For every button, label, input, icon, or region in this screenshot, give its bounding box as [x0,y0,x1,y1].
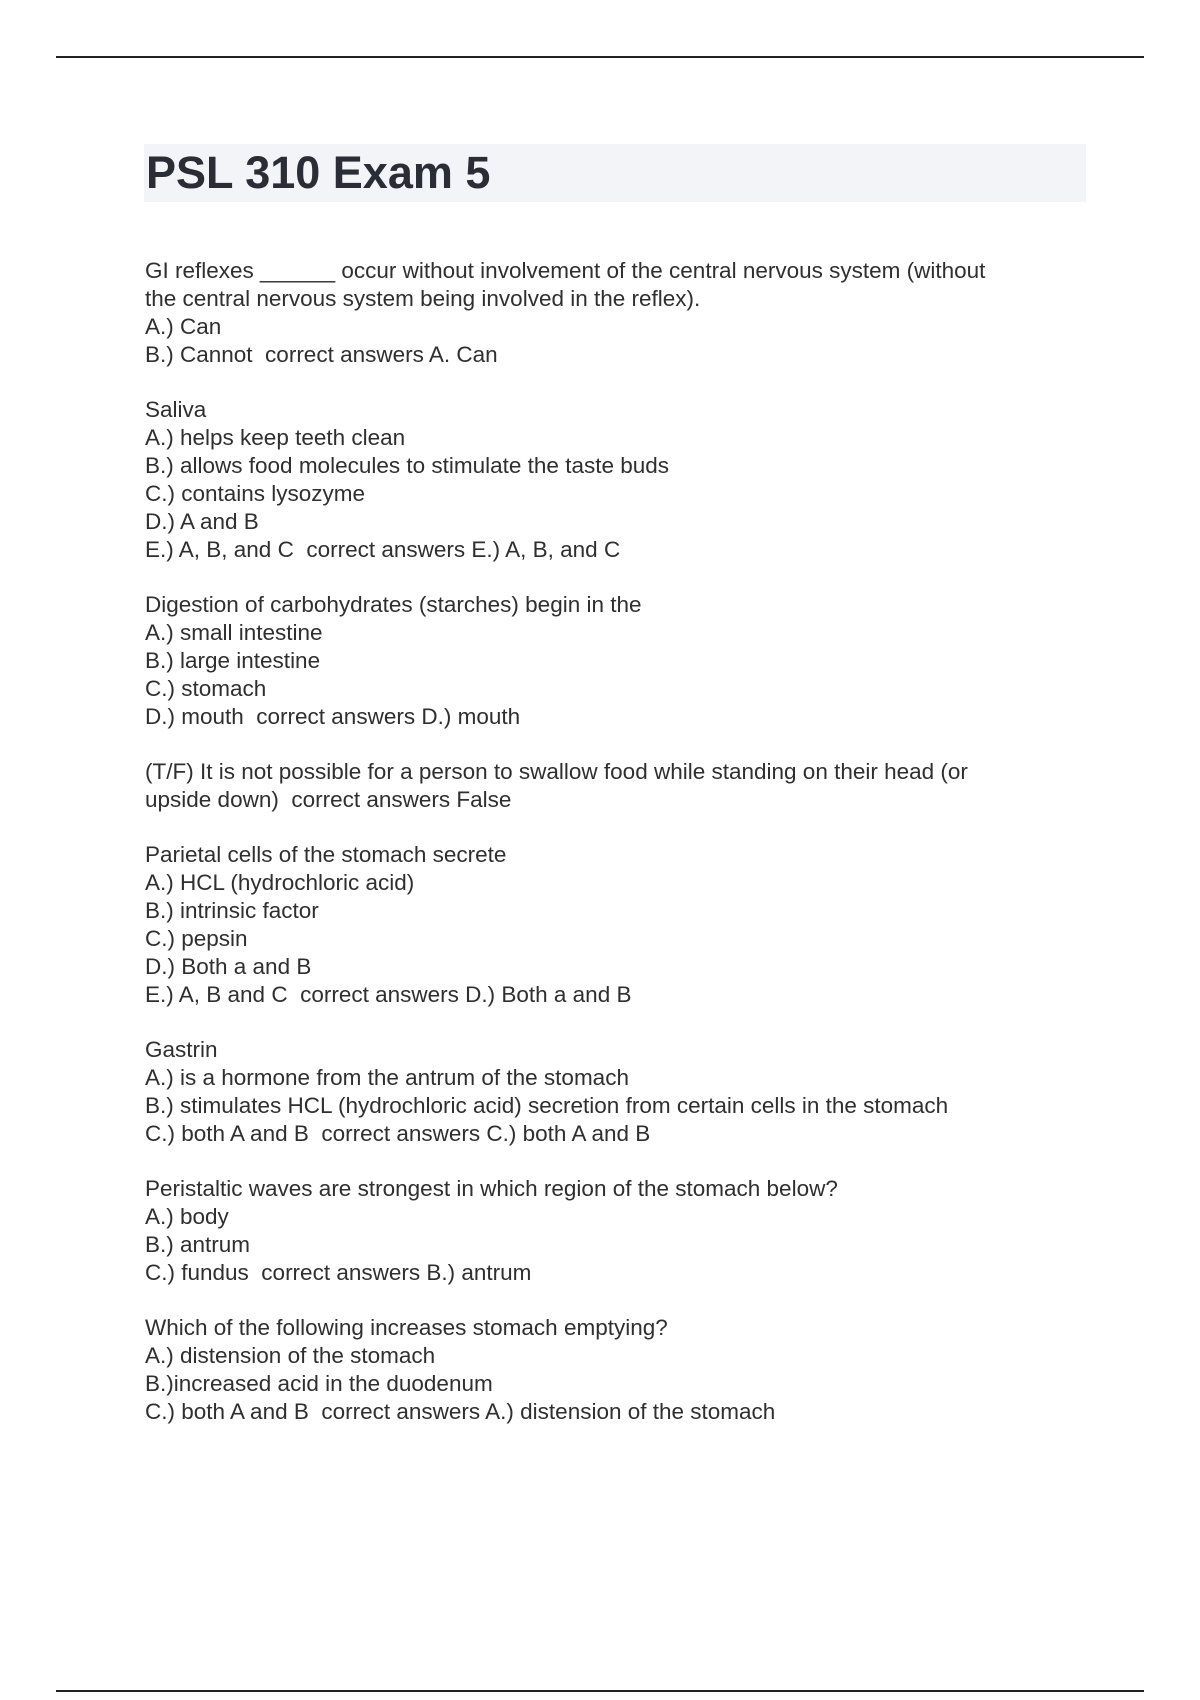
answer-option: C.) both A and B correct answers C.) both A and B [145,1121,651,1146]
question-line: upside down) correct answers False [145,787,512,812]
answer-option: B.) intrinsic factor [145,898,319,923]
answer-option: A.) helps keep teeth clean [145,425,406,450]
question-block [145,396,1075,564]
question-block [145,1175,1075,1287]
question-block [145,257,1075,369]
answer-option: A.) distension of the stomach [145,1343,436,1368]
answer-option: B.) Cannot correct answers A. Can [145,342,498,367]
top-rule [56,56,1144,58]
answer-option: D.) A and B [145,509,259,534]
question-line: the central nervous system being involved in the reflex). [145,286,701,311]
question-block [145,591,1075,731]
question-line: Peristaltic waves are strongest in which region of the stomach below? [145,1176,838,1201]
answer-option: C.) both A and B correct answers A.) distension of the stomach [145,1399,776,1424]
answer-option: E.) A, B, and C correct answers E.) A, B, and C [145,537,621,562]
answer-option: B.) large intestine [145,648,321,673]
page-title: PSL 310 Exam 5 [146,147,491,198]
answer-option: A.) Can [145,314,222,339]
question-line: Which of the following increases stomach emptying? [145,1315,668,1340]
question-line: GI reflexes ______ occur without involvement of the central nervous system (without [145,258,986,283]
answer-option: A.) is a hormone from the antrum of the stomach [145,1065,629,1090]
answer-option: B.) stimulates HCL (hydrochloric acid) secretion from certain cells in the stomach [145,1093,949,1118]
question-block [145,841,1075,1009]
answer-option: D.) mouth correct answers D.) mouth [145,704,521,729]
question-block [145,1314,1075,1426]
question-block [145,758,1075,814]
answer-option: B.)increased acid in the duodenum [145,1371,493,1396]
question-line: Gastrin [145,1037,218,1062]
question-line: (T/F) It is not possible for a person to swallow food while standing on their head (or [145,759,968,784]
answer-option: A.) small intestine [145,620,323,645]
answer-option: C.) contains lysozyme [145,481,366,506]
question-list [145,257,1075,1453]
answer-option: B.) allows food molecules to stimulate the taste buds [145,453,670,478]
answer-option: D.) Both a and B [145,954,312,979]
question-line: Digestion of carbohydrates (starches) begin in the [145,592,642,617]
question-line: Parietal cells of the stomach secrete [145,842,507,867]
bottom-rule [56,1690,1144,1692]
answer-option: E.) A, B and C correct answers D.) Both a and B [145,982,632,1007]
answer-option: A.) HCL (hydrochloric acid) [145,870,415,895]
question-line: Saliva [145,397,207,422]
question-block [145,1036,1075,1148]
answer-option: A.) body [145,1204,229,1229]
answer-option: C.) fundus correct answers B.) antrum [145,1260,532,1285]
answer-option: C.) pepsin [145,926,248,951]
answer-option: B.) antrum [145,1232,251,1257]
answer-option: C.) stomach [145,676,267,701]
